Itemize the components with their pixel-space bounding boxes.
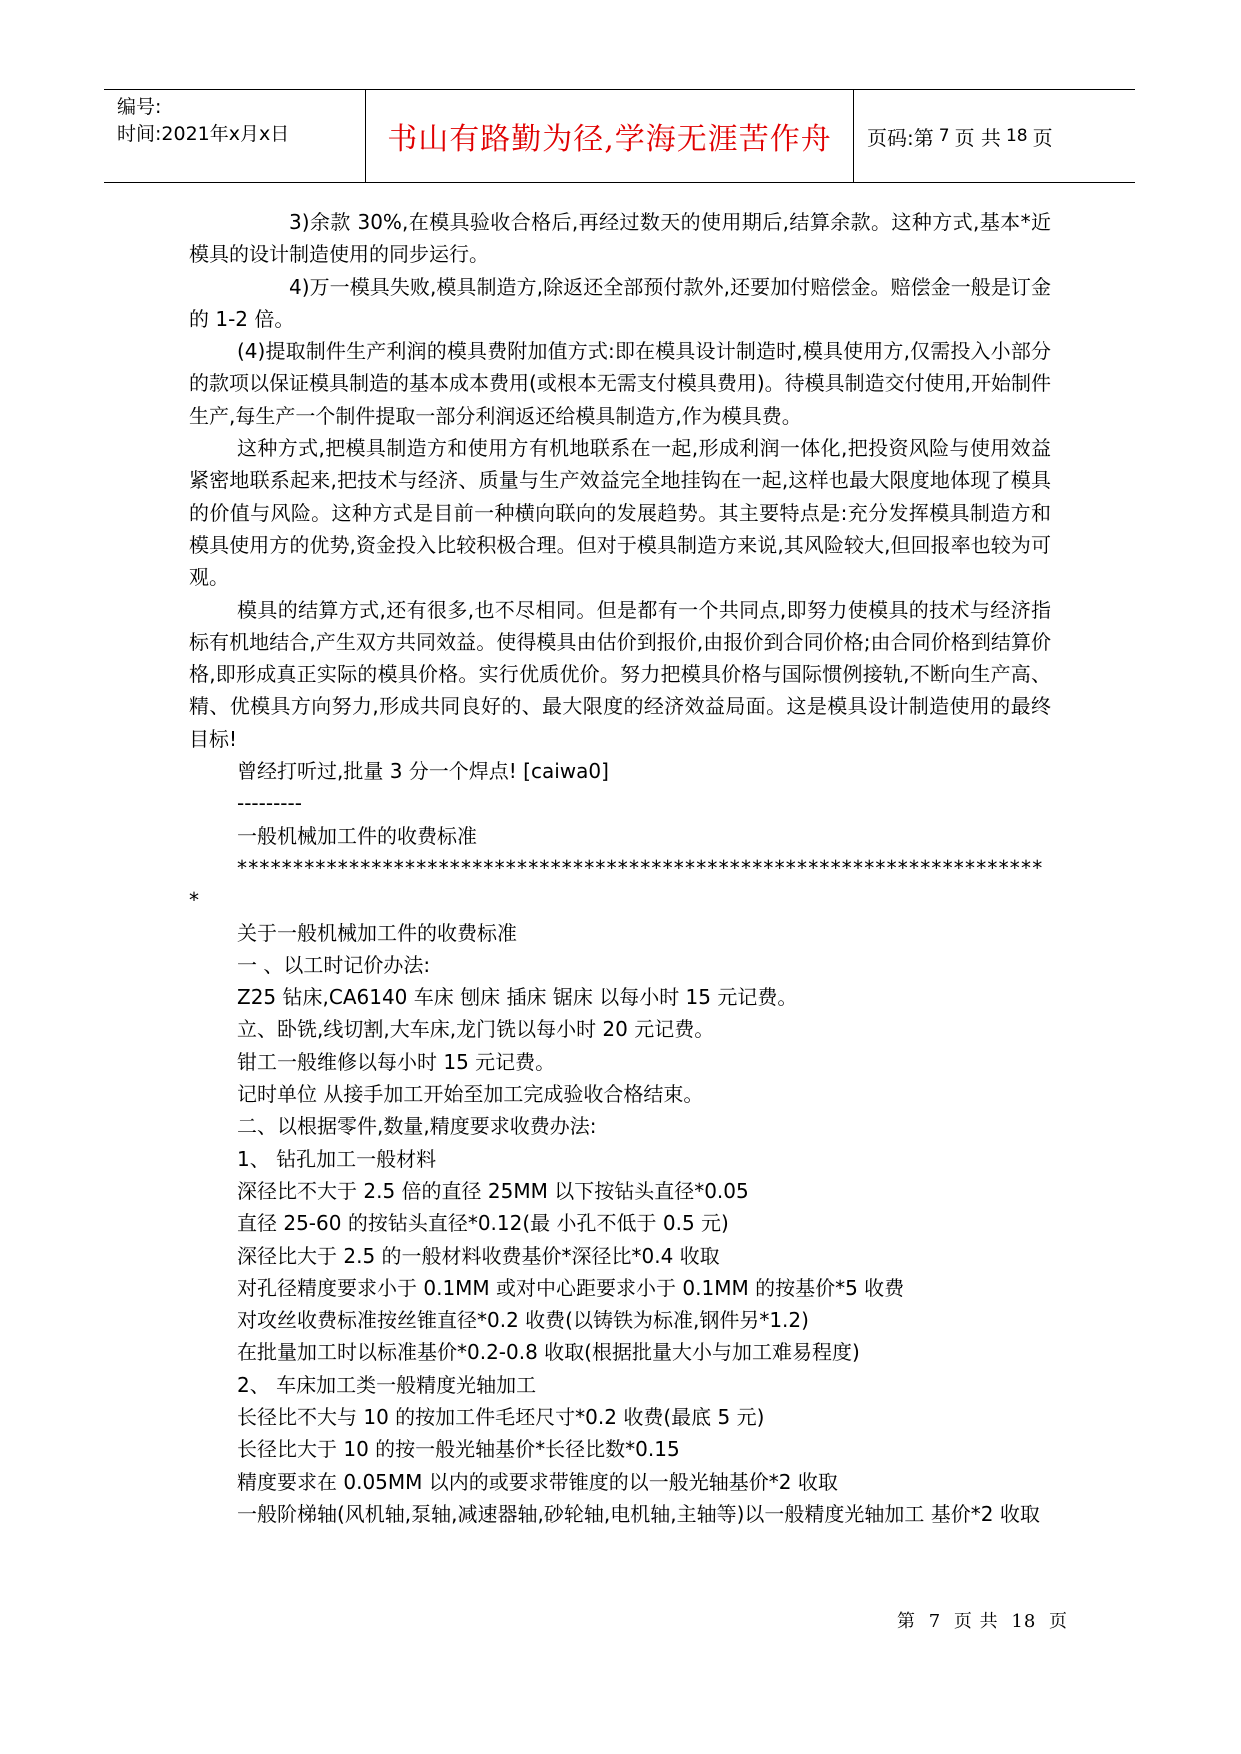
page-header <box>104 89 1135 183</box>
paragraph: 4)万一模具失败,模具制造方,除返还全部预付款外,还要加付赔偿金。赔偿金一般是订金的 1-2 倍。 <box>189 274 1051 331</box>
header-page-indicator <box>867 90 1053 182</box>
footer-page-total: 18 <box>1011 1611 1037 1632</box>
footer-mid: 页 共 <box>953 1611 999 1632</box>
paragraph: 模具的结算方式,还有很多,也不尽相同。但是都有一个共同点,即努力使模具的技术与经济指标有机地结合,产生双方共同效益。使得模具由估价到报价,由报价到合同价格;由合同价格到结算价格,即形成真正实际的模具价格。实行优质优价。努力把模具价格与国际惯例接轨,不断向生产高、精、优模具方向努力,形成共同良好的、最大限度的经济效益局面。这是模具设计制造使用的最终目标! <box>189 597 1051 751</box>
paragraph: (4)提取制件生产利润的模具费附加值方式:即在模具设计制造时,模具使用方,仅需投入小部分的款项以保证模具制造的基本成本费用(或根本无需支付模具费用)。待模具制造交付使用,开始制件生产,每生产一个制件提取一部分利润返还给模具制造方,作为模具费。 <box>189 339 1051 428</box>
list-item: 直径 25-60 的按钻头直径*0.12(最 小孔不低于 0.5 元) <box>237 1211 729 1236</box>
separator-line: --------- <box>237 791 302 816</box>
header-meta <box>117 94 289 148</box>
list-item: 一 、以工时记价办法: <box>237 952 431 977</box>
page-mid: 页 共 <box>954 125 1001 150</box>
list-item: 一般阶梯轴(风机轴,泵轴,减速器轴,砂轮轴,电机轴,主轴等)以一般精度光轴加工 基价*2 收取 <box>237 1501 1040 1526</box>
list-item: 立、卧铣,线切割,大车床,龙门铣以每小时 20 元记费。 <box>237 1017 715 1042</box>
page-suffix: 页 <box>1032 125 1053 150</box>
paragraph: 3)余款 30%,在模具验收合格后,再经过数天的使用期后,结算余款。这种方式,基本*近模具的设计制造使用的同步运行。 <box>189 210 1051 267</box>
header-divider <box>853 90 854 182</box>
list-item: 深径比大于 2.5 的一般材料收费基价*深径比*0.4 收取 <box>237 1243 720 1268</box>
list-item: 在批量加工时以标准基价*0.2-0.8 收取(根据批量大小与加工难易程度) <box>237 1340 860 1365</box>
star-separator: ************************************************************************* <box>189 855 1044 913</box>
page-prefix: 页码:第 <box>867 125 934 150</box>
section-title: 一般机械加工件的收费标准 <box>237 823 477 848</box>
list-item: 记时单位 从接手加工开始至加工完成验收合格结束。 <box>237 1082 704 1107</box>
list-item: 对攻丝收费标准按丝锥直径*0.2 收费(以铸铁为标准,钢件另*1.2) <box>237 1308 809 1333</box>
serial-label: 编号: <box>117 96 162 118</box>
section-heading: 关于一般机械加工件的收费标准 <box>237 920 517 945</box>
paragraph: 曾经打听过,批量 3 分一个焊点! [caiwa0] <box>237 759 609 784</box>
page-total: 18 <box>1005 126 1028 146</box>
list-item: 1、 钻孔加工一般材料 <box>237 1146 437 1171</box>
page-number: 7 <box>938 126 950 146</box>
document-body <box>189 206 1051 1530</box>
time-label: 时间:2021年x月x日 <box>117 123 290 145</box>
list-item: 二、以根据零件,数量,精度要求收费办法: <box>237 1114 597 1139</box>
footer-page-number: 7 <box>928 1611 942 1632</box>
paragraph: 这种方式,把模具制造方和使用方有机地联系在一起,形成利润一体化,把投资风险与使用效益紧密地联系起来,把技术与经济、质量与生产效益完全地挂钩在一起,这样也最大限度地体现了模具的价值与风险。这种方式是目前一种横向联向的发展趋势。其主要特点是:充分发挥模具制造方和模具使用方的优势,资金投入比较积极合理。但对于模具制造方来说,其风险较大,但回报率也较为可观。 <box>189 436 1051 590</box>
list-item: 2、 车床加工类一般精度光轴加工 <box>237 1372 537 1397</box>
list-item: 对孔径精度要求小于 0.1MM 或对中心距要求小于 0.1MM 的按基价*5 收费 <box>237 1275 905 1300</box>
footer-suffix: 页 <box>1049 1611 1069 1632</box>
list-item: 长径比大于 10 的按一般光轴基价*长径比数*0.15 <box>237 1437 680 1462</box>
page-footer <box>897 1607 1068 1633</box>
list-item: 钳工一般维修以每小时 15 元记费。 <box>237 1049 556 1074</box>
list-item: 精度要求在 0.05MM 以内的或要求带锥度的以一般光轴基价*2 收取 <box>237 1469 838 1494</box>
list-item: Z25 钻床,CA6140 车床 刨床 插床 锯床 以每小时 15 元记费。 <box>237 985 798 1010</box>
list-item: 长径比不大与 10 的按加工件毛坯尺寸*0.2 收费(最底 5 元) <box>237 1404 765 1429</box>
footer-prefix: 第 <box>897 1611 916 1632</box>
header-motto: 书山有路勤为径,学海无涯苦作舟 <box>387 122 832 157</box>
list-item: 深径比不大于 2.5 倍的直径 25MM 以下按钻头直径*0.05 <box>237 1178 749 1203</box>
